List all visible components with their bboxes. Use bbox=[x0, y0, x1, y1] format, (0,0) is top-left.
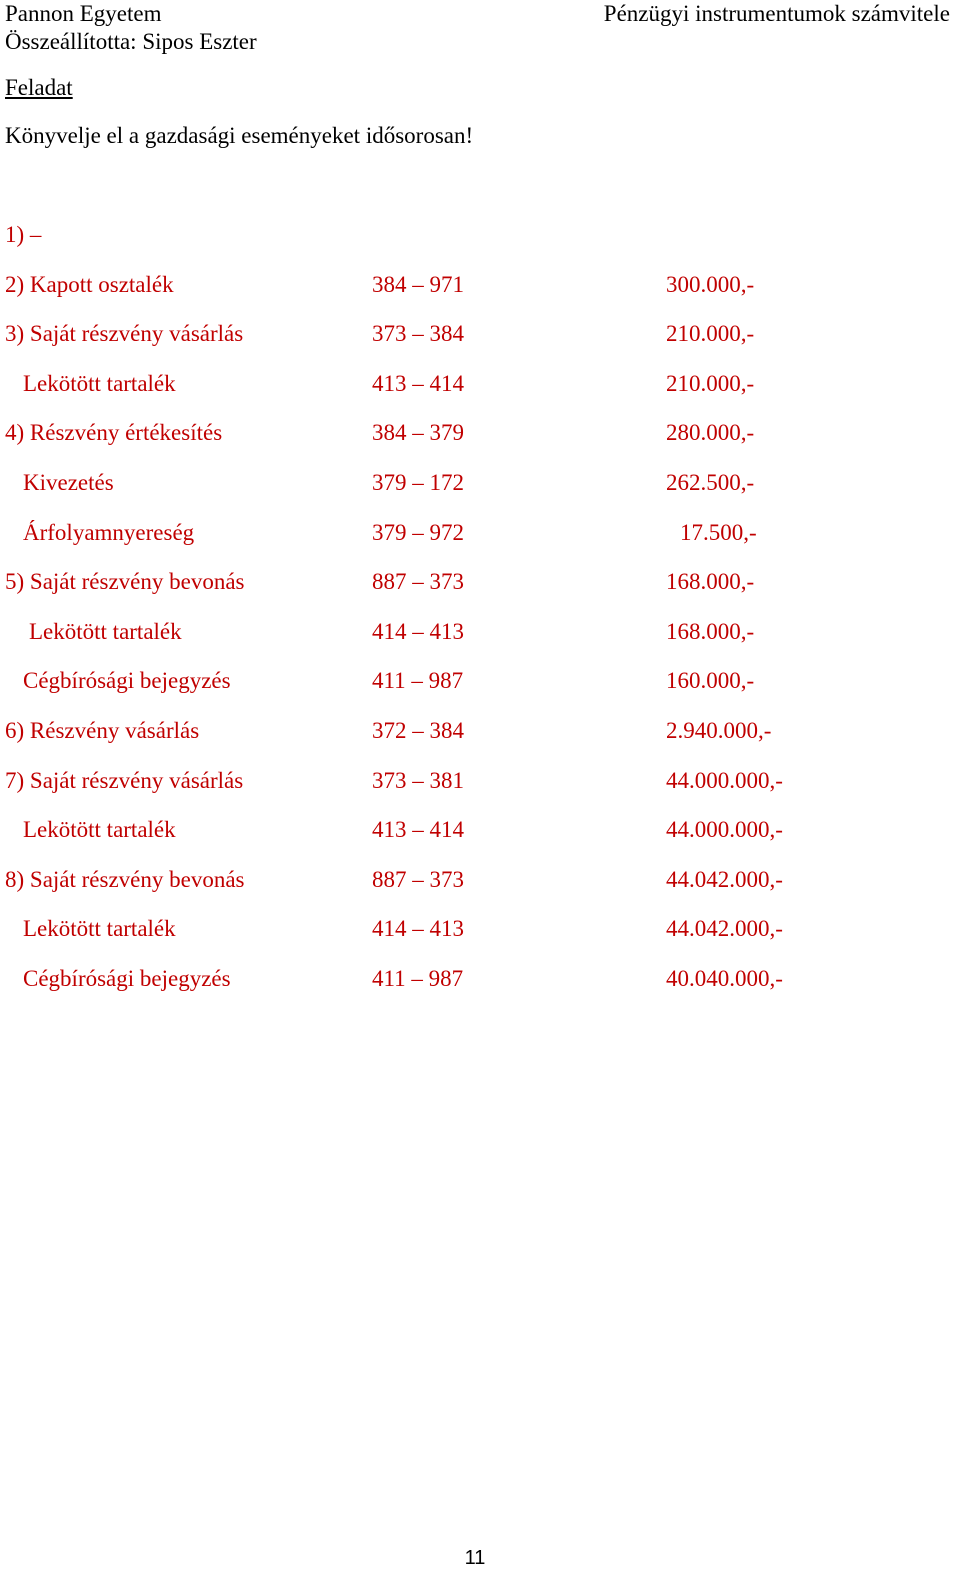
entry-label: 5) Saját részvény bevonás bbox=[5, 569, 245, 595]
entry-label: Lekötött tartalék bbox=[23, 370, 176, 396]
entry-accounts: 379 – 172 bbox=[372, 469, 464, 495]
entry-accounts: 373 – 381 bbox=[372, 767, 464, 793]
entry-accounts: 373 – 384 bbox=[372, 321, 464, 347]
entry-amount: 40.040.000,- bbox=[666, 965, 783, 991]
entry-label: 3) Saját részvény vásárlás bbox=[5, 321, 244, 347]
journal-entry bbox=[0, 220, 960, 270]
journal-entry bbox=[0, 518, 960, 568]
entry-amount: 17.500,- bbox=[680, 519, 757, 545]
entry-label: 2) Kapott osztalék bbox=[5, 271, 174, 297]
page-number: 11 bbox=[464, 1547, 486, 1569]
entry-label: Kivezetés bbox=[23, 469, 114, 495]
journal-entry bbox=[0, 270, 960, 320]
entry-amount: 168.000,- bbox=[666, 569, 755, 595]
entry-amount: 210.000,- bbox=[666, 370, 755, 396]
entry-accounts: 379 – 972 bbox=[372, 519, 464, 545]
journal-entry bbox=[0, 815, 960, 865]
entry-accounts: 411 – 987 bbox=[372, 668, 464, 694]
journal-entry bbox=[0, 716, 960, 766]
entry-accounts: 414 – 413 bbox=[372, 916, 464, 942]
journal-entry bbox=[0, 369, 960, 419]
journal-entry bbox=[0, 617, 960, 667]
entry-label: 8) Saját részvény bevonás bbox=[5, 866, 245, 892]
entry-amount: 44.000.000,- bbox=[666, 817, 783, 843]
journal-entry bbox=[0, 865, 960, 915]
entry-accounts: 414 – 413 bbox=[372, 618, 464, 644]
entry-accounts: 413 – 414 bbox=[372, 370, 464, 396]
task-instruction: Könyvelje el a gazdasági eseményeket idősorosan! bbox=[5, 123, 474, 148]
entry-accounts: 384 – 379 bbox=[372, 420, 464, 446]
entry-label: Lekötött tartalék bbox=[23, 916, 176, 942]
page-header-left bbox=[5, 0, 257, 56]
entry-amount: 44.042.000,- bbox=[666, 866, 783, 892]
entry-accounts: 887 – 373 bbox=[372, 866, 464, 892]
entry-amount: 168.000,- bbox=[666, 618, 755, 644]
entry-amount: 44.000.000,- bbox=[666, 767, 783, 793]
entry-label: Cégbírósági bejegyzés bbox=[23, 668, 231, 694]
journal-entry bbox=[0, 418, 960, 468]
entry-amount: 160.000,- bbox=[666, 668, 755, 694]
entry-label: Cégbírósági bejegyzés bbox=[23, 965, 231, 991]
journal-entry bbox=[0, 964, 960, 1014]
course-title: Pénzügyi instrumentumok számvitele bbox=[603, 1, 950, 26]
entry-label: Árfolyamnyereség bbox=[23, 519, 195, 545]
compiler-line: Összeállította: Sipos Eszter bbox=[5, 29, 257, 54]
journal-entry bbox=[0, 468, 960, 518]
entry-label: 6) Részvény vásárlás bbox=[5, 717, 200, 743]
entry-label: Lekötött tartalék bbox=[23, 817, 176, 843]
entry-accounts: 411 – 987 bbox=[372, 965, 464, 991]
entry-label: 7) Saját részvény vásárlás bbox=[5, 767, 244, 793]
entry-accounts: 384 – 971 bbox=[372, 271, 464, 297]
entry-amount: 262.500,- bbox=[666, 469, 755, 495]
journal-entry bbox=[0, 666, 960, 716]
entry-accounts: 413 – 414 bbox=[372, 817, 464, 843]
journal-entries bbox=[0, 220, 960, 1014]
entry-amount: 44.042.000,- bbox=[666, 916, 783, 942]
entry-label: 1) – bbox=[5, 222, 42, 247]
institution-name: Pannon Egyetem bbox=[5, 1, 162, 26]
entry-amount: 300.000,- bbox=[666, 271, 755, 297]
journal-entry bbox=[0, 567, 960, 617]
entry-accounts: 372 – 384 bbox=[372, 717, 464, 743]
entry-amount: 280.000,- bbox=[666, 420, 755, 446]
entry-label: Lekötött tartalék bbox=[29, 618, 182, 644]
entry-label: 4) Részvény értékesítés bbox=[5, 420, 223, 446]
section-title: Feladat bbox=[5, 75, 73, 100]
entry-accounts: 887 – 373 bbox=[372, 569, 464, 595]
journal-entry bbox=[0, 766, 960, 816]
journal-entry bbox=[0, 319, 960, 369]
journal-entry bbox=[0, 914, 960, 964]
entry-amount: 210.000,- bbox=[666, 321, 755, 347]
entry-amount: 2.940.000,- bbox=[666, 717, 772, 743]
